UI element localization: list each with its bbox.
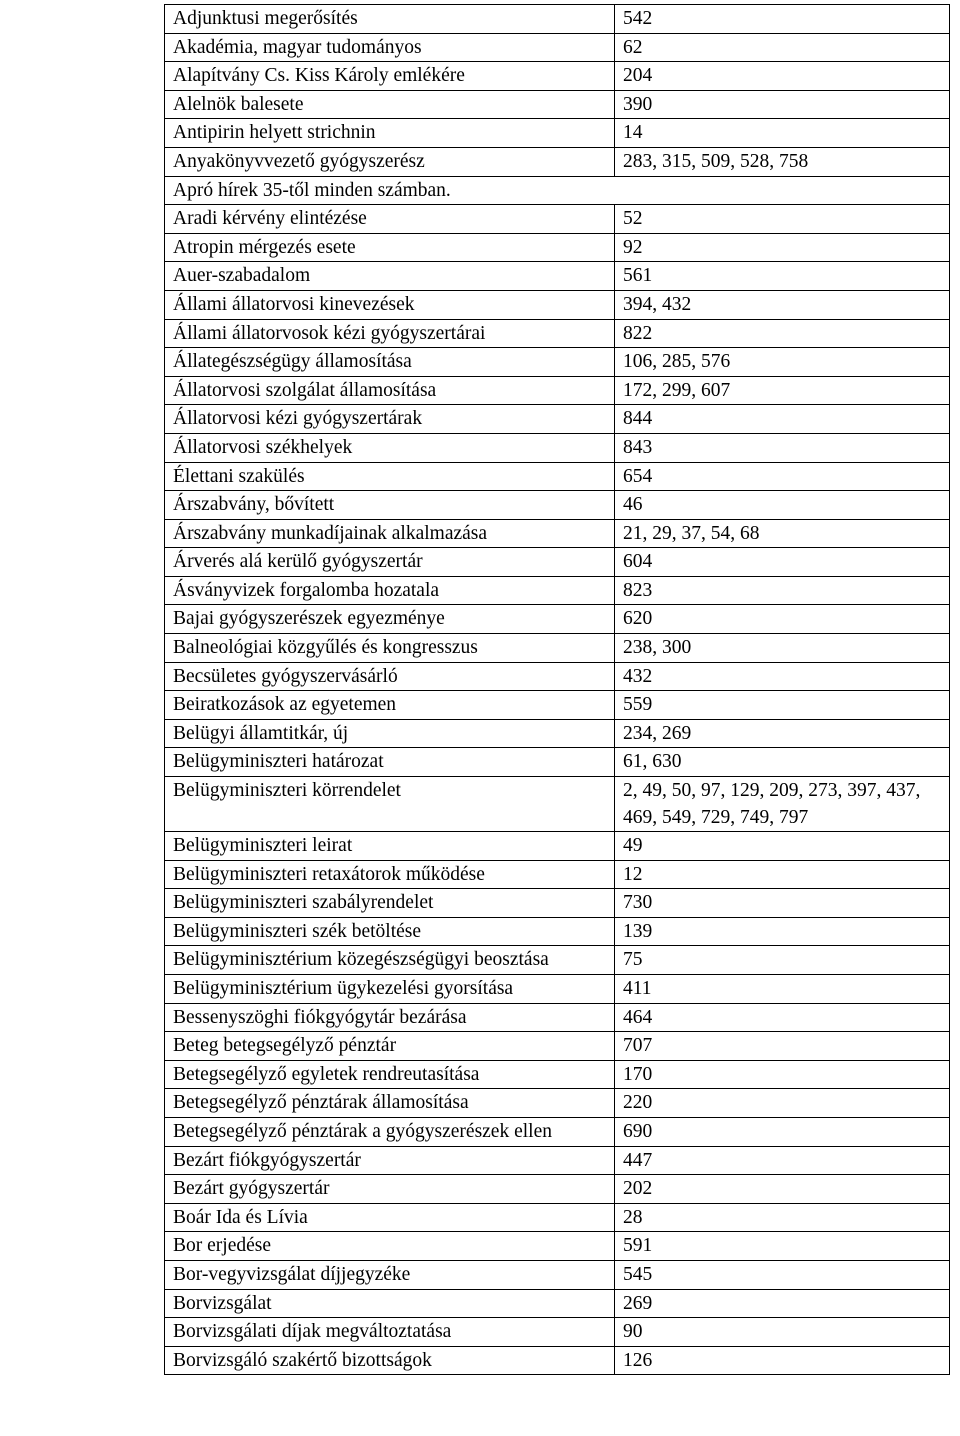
pages-cell: 390 [615, 90, 950, 119]
topic-cell: Árszabvány munkadíjainak alkalmazása [165, 519, 615, 548]
pages-cell: 411 [615, 975, 950, 1004]
pages-cell: 14 [615, 119, 950, 148]
table-row [165, 1203, 950, 1232]
table-row [165, 832, 950, 861]
topic-cell: Akadémia, magyar tudományos [165, 33, 615, 62]
pages-cell: 172, 299, 607 [615, 376, 950, 405]
pages-cell: 106, 285, 576 [615, 348, 950, 377]
table-row [165, 719, 950, 748]
table-row [165, 1117, 950, 1146]
topic-cell: Auer-szabadalom [165, 262, 615, 291]
pages-cell: 591 [615, 1232, 950, 1261]
table-row [165, 1060, 950, 1089]
table-row [165, 975, 950, 1004]
pages-cell: 234, 269 [615, 719, 950, 748]
table-row [165, 1089, 950, 1118]
topic-cell: Belügyminiszteri retaxátorok működése [165, 860, 615, 889]
topic-cell: Belügyminiszteri határozat [165, 748, 615, 777]
table-row [165, 147, 950, 176]
table-row [165, 1175, 950, 1204]
table-row [165, 62, 950, 91]
pages-cell: 620 [615, 605, 950, 634]
pages-cell: 170 [615, 1060, 950, 1089]
table-row [165, 917, 950, 946]
pages-cell: 62 [615, 33, 950, 62]
pages-cell: 464 [615, 1003, 950, 1032]
topic-cell: Belügyminiszteri szék betöltése [165, 917, 615, 946]
table-row [165, 1346, 950, 1375]
pages-cell: 823 [615, 576, 950, 605]
pages-cell: 432 [615, 662, 950, 691]
pages-cell: 90 [615, 1318, 950, 1347]
pages-cell: 126 [615, 1346, 950, 1375]
table-row [165, 777, 950, 832]
pages-cell: 52 [615, 205, 950, 234]
topic-cell: Alapítvány Cs. Kiss Károly emlékére [165, 62, 615, 91]
topic-cell: Belügyminiszteri szabályrendelet [165, 889, 615, 918]
pages-cell: 690 [615, 1117, 950, 1146]
table-row [165, 290, 950, 319]
pages-cell: 269 [615, 1289, 950, 1318]
topic-cell: Betegsegélyző pénztárak államosítása [165, 1089, 615, 1118]
pages-cell: 730 [615, 889, 950, 918]
topic-cell: Adjunktusi megerősítés [165, 5, 615, 34]
topic-cell: Alelnök balesete [165, 90, 615, 119]
pages-cell: 561 [615, 262, 950, 291]
pages-cell: 843 [615, 433, 950, 462]
topic-cell: Aradi kérvény elintézése [165, 205, 615, 234]
topic-cell: Antipirin helyett strichnin [165, 119, 615, 148]
table-row [165, 1318, 950, 1347]
topic-cell: Állatorvosi székhelyek [165, 433, 615, 462]
topic-cell: Belügyminisztérium közegészségügyi beosztása [165, 946, 615, 975]
topic-cell: Bezárt gyógyszertár [165, 1175, 615, 1204]
table-row [165, 1003, 950, 1032]
table-row [165, 119, 950, 148]
table-row [165, 405, 950, 434]
table-row [165, 1146, 950, 1175]
table-row [165, 33, 950, 62]
topic-cell: Árverés alá kerülő gyógyszertár [165, 548, 615, 577]
table-row [165, 176, 950, 205]
table-row [165, 1032, 950, 1061]
topic-cell: Bor erjedése [165, 1232, 615, 1261]
table-row [165, 90, 950, 119]
topic-cell: Anyakönyvvezető gyógyszerész [165, 147, 615, 176]
pages-cell: 21, 29, 37, 54, 68 [615, 519, 950, 548]
pages-cell: 49 [615, 832, 950, 861]
pages-cell: 75 [615, 946, 950, 975]
table-row [165, 889, 950, 918]
pages-cell: 61, 630 [615, 748, 950, 777]
table-row [165, 634, 950, 663]
table-row [165, 946, 950, 975]
table-row [165, 1260, 950, 1289]
topic-cell: Balneológiai közgyűlés és kongresszus [165, 634, 615, 663]
topic-cell: Állami állatorvosi kinevezések [165, 290, 615, 319]
topic-cell: Belügyi államtitkár, új [165, 719, 615, 748]
topic-cell: Betegsegélyző egyletek rendreutasítása [165, 1060, 615, 1089]
subject-index-table [164, 4, 950, 1375]
pages-cell: 654 [615, 462, 950, 491]
table-row [165, 548, 950, 577]
pages-cell: 202 [615, 1175, 950, 1204]
index-body [165, 5, 950, 1375]
table-row [165, 748, 950, 777]
topic-cell: Betegsegélyző pénztárak a gyógyszerészek ellen [165, 1117, 615, 1146]
table-row [165, 376, 950, 405]
pages-cell: 92 [615, 233, 950, 262]
topic-cell: Beteg betegsegélyző pénztár [165, 1032, 615, 1061]
pages-cell: 46 [615, 491, 950, 520]
table-row [165, 205, 950, 234]
table-row [165, 319, 950, 348]
pages-cell: 28 [615, 1203, 950, 1232]
topic-cell: Állatorvosi kézi gyógyszertárak [165, 405, 615, 434]
pages-cell: 139 [615, 917, 950, 946]
pages-cell: 707 [615, 1032, 950, 1061]
topic-cell: Ásványvizek forgalomba hozatala [165, 576, 615, 605]
table-row [165, 860, 950, 889]
topic-cell: Boár Ida és Lívia [165, 1203, 615, 1232]
topic-cell: Belügyminisztérium ügykezelési gyorsítása [165, 975, 615, 1004]
table-row [165, 519, 950, 548]
topic-cell: Állatorvosi szolgálat államosítása [165, 376, 615, 405]
topic-cell: Bezárt fiókgyógyszertár [165, 1146, 615, 1175]
table-row [165, 662, 950, 691]
topic-cell: Bajai gyógyszerészek egyezménye [165, 605, 615, 634]
pages-cell: 604 [615, 548, 950, 577]
pages-cell: 559 [615, 691, 950, 720]
pages-cell: 844 [615, 405, 950, 434]
pages-cell: 394, 432 [615, 290, 950, 319]
topic-cell: Bor-vegyvizsgálat díjjegyzéke [165, 1260, 615, 1289]
pages-cell: 12 [615, 860, 950, 889]
table-row [165, 576, 950, 605]
table-row [165, 348, 950, 377]
topic-cell: Borvizsgáló szakértő bizottságok [165, 1346, 615, 1375]
topic-cell: Állami állatorvosok kézi gyógyszertárai [165, 319, 615, 348]
topic-cell: Belügyminiszteri leirat [165, 832, 615, 861]
topic-cell: Borvizsgálat [165, 1289, 615, 1318]
pages-cell: 204 [615, 62, 950, 91]
table-row [165, 691, 950, 720]
pages-cell: 2, 49, 50, 97, 129, 209, 273, 397, 437, 469, 549, 729, 749, 797 [615, 777, 950, 832]
topic-cell: Bessenyszöghi fiókgyógytár bezárása [165, 1003, 615, 1032]
table-row [165, 433, 950, 462]
table-row [165, 1232, 950, 1261]
pages-cell: 545 [615, 1260, 950, 1289]
table-row [165, 605, 950, 634]
topic-cell: Becsületes gyógyszervásárló [165, 662, 615, 691]
pages-cell: 238, 300 [615, 634, 950, 663]
pages-cell: 220 [615, 1089, 950, 1118]
topic-cell: Atropin mérgezés esete [165, 233, 615, 262]
table-row [165, 5, 950, 34]
topic-cell: Apró hírek 35-től minden számban. [165, 176, 950, 205]
table-row [165, 262, 950, 291]
table-row [165, 491, 950, 520]
pages-cell: 822 [615, 319, 950, 348]
table-row [165, 1289, 950, 1318]
topic-cell: Belügyminiszteri körrendelet [165, 777, 615, 832]
pages-cell: 447 [615, 1146, 950, 1175]
topic-cell: Élettani szakülés [165, 462, 615, 491]
topic-cell: Árszabvány, bővített [165, 491, 615, 520]
topic-cell: Állategészségügy államosítása [165, 348, 615, 377]
table-row [165, 462, 950, 491]
topic-cell: Borvizsgálati díjak megváltoztatása [165, 1318, 615, 1347]
pages-cell: 283, 315, 509, 528, 758 [615, 147, 950, 176]
pages-cell: 542 [615, 5, 950, 34]
table-row [165, 233, 950, 262]
topic-cell: Beiratkozások az egyetemen [165, 691, 615, 720]
